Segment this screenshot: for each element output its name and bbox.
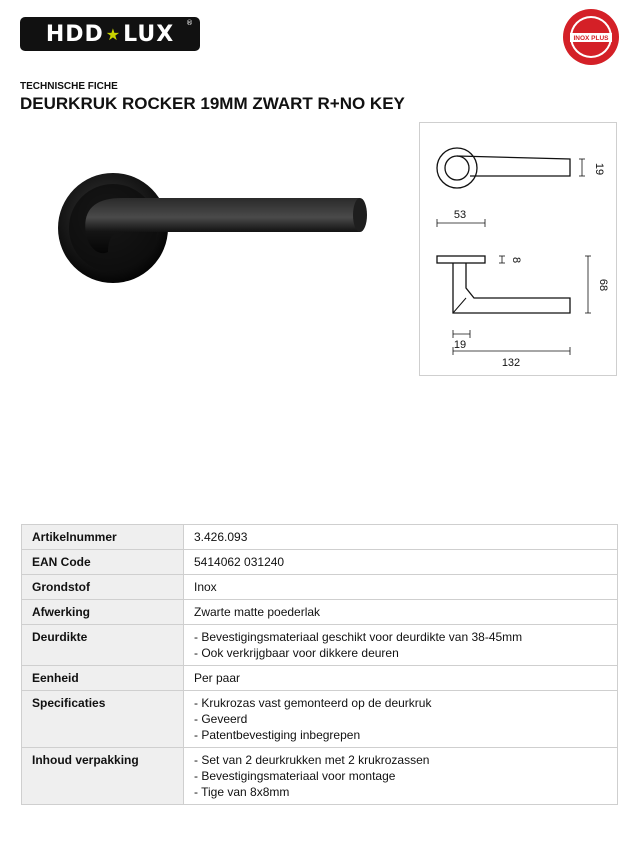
spec-value-line: Per paar: [194, 671, 241, 685]
table-row: [22, 550, 618, 575]
product-photo: [42, 160, 382, 300]
spec-label: Grondstof: [22, 575, 184, 600]
star-icon: ★: [105, 24, 122, 44]
spec-value-line: - Bevestigingsmateriaal geschikt voor deurdikte van 38-45mm: [194, 630, 523, 644]
spec-value-line: - Geveerd: [194, 712, 248, 726]
spec-label: EAN Code: [22, 550, 184, 575]
spec-label: Eenheid: [22, 666, 184, 691]
dim-length: 132: [501, 357, 521, 369]
spec-value-line: - Tige van 8x8mm: [194, 785, 290, 799]
dim-height: 68: [597, 278, 609, 292]
spec-value-line: 3.426.093: [194, 530, 248, 544]
spec-value-line: - Patentbevestiging inbegrepen: [194, 728, 361, 742]
dim-diameter: 19: [593, 162, 605, 176]
technical-drawing: [419, 122, 617, 376]
spec-label: Artikelnummer: [22, 525, 184, 550]
spec-value: [184, 625, 618, 666]
spec-value: [184, 600, 618, 625]
spec-label: Deurdikte: [22, 625, 184, 666]
spec-value: [184, 691, 618, 748]
logo-right-text: LUX: [123, 21, 175, 47]
hddlux-logo: [20, 17, 200, 51]
spec-value: [184, 575, 618, 600]
spec-value-line: Inox: [194, 580, 217, 594]
spec-value-line: Zwarte matte poederlak: [194, 605, 321, 619]
spec-value: [184, 666, 618, 691]
spec-value: [184, 748, 618, 805]
table-row: [22, 666, 618, 691]
table-row: [22, 600, 618, 625]
table-row: [22, 575, 618, 600]
seal-label: INOX PLUS: [573, 35, 609, 42]
spec-label: Specificaties: [22, 691, 184, 748]
table-row: [22, 625, 618, 666]
registered-mark: ®: [186, 19, 194, 27]
document-subtitle: TECHNISCHE FICHE: [20, 81, 118, 92]
table-row: [22, 691, 618, 748]
spec-label: Afwerking: [22, 600, 184, 625]
spec-value-line: - Krukrozas vast gemonteerd op de deurkruk: [194, 696, 432, 710]
dim-offset: 19: [453, 339, 467, 351]
spec-value-line: - Bevestigingsmateriaal voor montage: [194, 769, 396, 783]
spec-value: [184, 525, 618, 550]
spec-value-line: - Set van 2 deurkrukken met 2 krukrozassen: [194, 753, 430, 767]
table-row: [22, 748, 618, 805]
spec-value-line: - Ook verkrijgbaar voor dikkere deuren: [194, 646, 399, 660]
product-title: DEURKRUK ROCKER 19MM ZWART R+NO KEY: [20, 94, 405, 113]
dim-rose-width: 53: [453, 209, 467, 221]
spec-label: Inhoud verpakking: [22, 748, 184, 805]
dim-rose-thickness: 8: [510, 256, 522, 264]
spec-table: [21, 524, 618, 805]
logo-left-text: HDD: [45, 21, 104, 47]
spec-value-line: 5414062 031240: [194, 555, 285, 569]
table-row: [22, 525, 618, 550]
spec-value: [184, 550, 618, 575]
inox-plus-seal-icon: [562, 8, 620, 66]
